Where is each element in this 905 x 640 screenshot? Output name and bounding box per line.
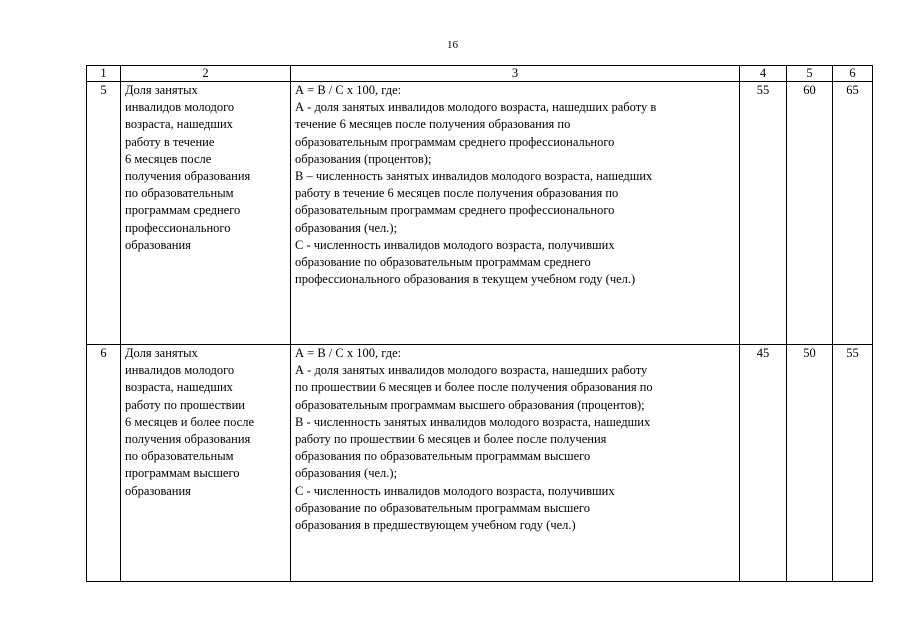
indicator-name-line: возраста, нашедших — [125, 117, 233, 132]
formula-line: работу в течение 6 месяцев после получения образования по — [295, 186, 619, 201]
formula-line: А = В / С х 100, где: — [295, 83, 402, 97]
header-cell-5: 5 — [787, 66, 833, 82]
row-number: 5 — [87, 82, 121, 345]
indicator-name-line: инвалидов молодого — [125, 100, 235, 115]
formula-line: профессионального образования в текущем учебном году (чел.) — [295, 272, 636, 287]
indicator-name-line: Доля занятых — [125, 346, 198, 360]
indicator-name-line: профессионального — [125, 220, 231, 235]
formula-line: образования (процентов); — [295, 151, 432, 166]
indicator-name-line: программам среднего — [125, 203, 241, 218]
formula-line: А - доля занятых инвалидов молодого возраста, нашедших работу — [295, 363, 648, 378]
header-cell-6: 6 — [833, 66, 873, 82]
indicator-name-line: по образовательным — [125, 449, 234, 464]
header-cell-3: 3 — [291, 66, 740, 82]
formula-line: образование по образовательным программам среднего — [295, 255, 591, 270]
formula-line: течение 6 месяцев после получения образования по — [295, 117, 571, 132]
indicator-name-line: работу по прошествии — [125, 397, 245, 412]
table-row — [87, 345, 873, 582]
formula-line: В – численность занятых инвалидов молодого возраста, нашедших — [295, 169, 653, 184]
indicator-name — [121, 82, 291, 345]
indicator-name-line: по образовательным — [125, 186, 234, 201]
formula-line: образование по образовательным программам высшего — [295, 500, 591, 515]
formula-line: образования в предшествующем учебном году (чел.) — [295, 518, 576, 533]
table-row — [87, 82, 873, 345]
formula-line: образовательным программам среднего профессионального — [295, 203, 615, 218]
formula-line: работу по прошествии 6 месяцев и более после получения — [295, 432, 607, 447]
formula-description — [291, 82, 740, 345]
indicator-name-line: возраста, нашедших — [125, 380, 233, 395]
value-col-5: 60 — [787, 82, 833, 345]
indicator-name-line: образования — [125, 483, 191, 498]
formula-line: по прошествии 6 месяцев и более после получения образования по — [295, 380, 653, 395]
indicator-name-line: получения образования — [125, 169, 251, 184]
indicator-name-line: 6 месяцев и более после — [125, 414, 255, 429]
formula-line: С - численность инвалидов молодого возраста, получивших — [295, 237, 615, 252]
formula-line: В - численность занятых инвалидов молодого возраста, нашедших — [295, 414, 651, 429]
formula-line: образовательным программам высшего образования (процентов); — [295, 397, 645, 412]
indicator-name-line: программам высшего — [125, 466, 240, 481]
formula-description — [291, 345, 740, 582]
header-cell-4: 4 — [740, 66, 787, 82]
formula-line: образования по образовательным программам высшего — [295, 449, 591, 464]
table-header-row — [87, 66, 873, 82]
indicator-name — [121, 345, 291, 582]
value-col-4: 45 — [740, 345, 787, 582]
formula-line: образовательным программам среднего профессионального — [295, 134, 615, 149]
formula-line: образования (чел.); — [295, 220, 398, 235]
row-number: 6 — [87, 345, 121, 582]
value-col-4: 55 — [740, 82, 787, 345]
indicator-name-line: получения образования — [125, 432, 251, 447]
formula-line: А - доля занятых инвалидов молодого возраста, нашедших работу в — [295, 100, 657, 115]
indicator-name-line: инвалидов молодого — [125, 363, 235, 378]
header-cell-1: 1 — [87, 66, 121, 82]
indicator-name-line: Доля занятых — [125, 83, 198, 97]
value-col-5: 50 — [787, 345, 833, 582]
indicator-name-line: работу в течение — [125, 134, 215, 149]
page-number: 16 — [447, 39, 458, 51]
indicator-name-line: образования — [125, 237, 191, 252]
value-col-6: 65 — [833, 82, 873, 345]
value-col-6: 55 — [833, 345, 873, 582]
indicator-name-line: 6 месяцев после — [125, 151, 212, 166]
header-cell-2: 2 — [121, 66, 291, 82]
formula-line: образования (чел.); — [295, 466, 398, 481]
indicators-table — [86, 65, 873, 582]
formula-line: С - численность инвалидов молодого возраста, получивших — [295, 483, 615, 498]
formula-line: А = В / С х 100, где: — [295, 346, 402, 360]
